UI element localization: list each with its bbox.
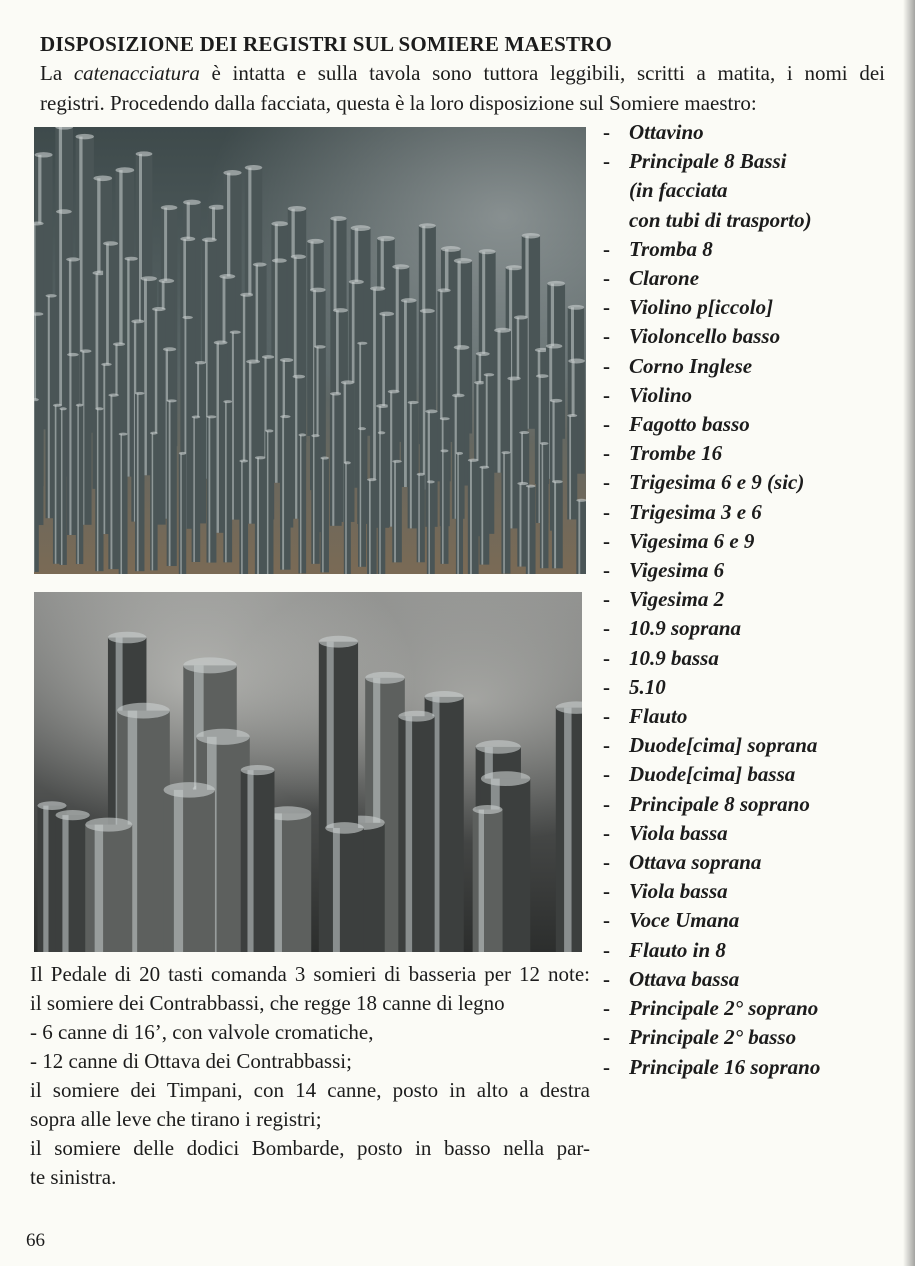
organ-pipe [398,711,434,952]
register-name: 5.10 [629,674,666,699]
register-name: Vigesima 6 [629,558,725,583]
register-dash: - [603,587,610,612]
organ-pipe [95,407,103,571]
register-item [603,731,820,760]
organ-pipe [56,810,90,952]
organ-pipe [325,822,364,952]
intro-line-2: registri. Procedendo dalla facciata, questa è la loro disposizione sul Somiere maestro: [40,91,757,115]
register-item [603,264,820,293]
pedal-line: Il Pedale di 20 tasti comanda 3 somieri di basseria per 12 note: [30,962,590,986]
register-name: 10.9 soprana [629,616,742,641]
register-name: Fagotto basso [629,412,750,437]
register-dash: - [603,762,610,787]
register-dash: - [603,470,610,495]
organ-pipe [311,434,319,564]
organ-pipe [76,404,83,564]
organ-pipe [119,433,128,574]
register-name: Ottava bassa [629,966,740,991]
register-item [603,468,820,497]
register-name: Flauto in 8 [629,937,726,962]
pedal-line: te sinistra. [30,1165,117,1189]
register-list [603,118,820,1082]
register-dash: - [603,645,610,670]
register-item [603,322,820,351]
organ-pipe [223,400,232,562]
organ-pipes-photo-bottom-drawing [34,592,582,952]
intro-line-1-end: è intatta e sulla tavola sono tuttora leggibili, scritti a matita, i nomi dei [199,61,885,85]
register-item [603,235,820,264]
register-name: Tromba 8 [629,236,713,261]
organ-pipe [207,415,217,562]
register-dash: - [603,674,610,699]
register-item [603,293,820,322]
organ-pipe [417,473,425,563]
register-name: Duode[cima] bassa [629,762,796,787]
register-dash: - [603,499,610,524]
register-name: con tubi di trasporto) [629,207,812,232]
register-item-continuation [603,176,820,205]
organ-pipe [164,782,215,952]
register-dash: - [603,908,610,933]
pedal-line: il somiere dei Timpani, con 14 canne, posto in alto a destra [30,1078,590,1102]
organ-pipe [135,392,144,571]
organ-pipe [526,485,536,574]
register-item [603,848,820,877]
register-item [603,760,820,789]
register-item [603,1053,820,1082]
register-dash: - [603,266,610,291]
organ-pipes-photo-bottom [34,592,582,952]
organ-pipe [167,399,177,566]
intro-italic-term: catenacciatura [73,61,200,85]
register-dash: - [603,996,610,1021]
register-name: Ottava soprana [629,850,762,875]
intro-line-1 [40,58,885,88]
register-name: Principale 2° soprano [629,996,819,1021]
pedal-line: il somiere dei Contrabbassi, che regge 18 canne di legno [30,991,505,1015]
register-dash: - [603,966,610,991]
organ-pipe [456,452,463,574]
intro-paragraph [40,58,885,118]
register-dash: - [603,528,610,553]
organ-pipe [440,449,448,563]
register-item [603,819,820,848]
register-item-continuation [603,206,820,235]
register-dash: - [603,120,610,144]
register-dash: - [603,937,610,962]
register-dash: - [603,236,610,261]
register-dash: - [603,1054,610,1079]
register-item [603,936,820,965]
register-name: 10.9 bassa [629,645,719,670]
register-name: Trigesima 3 e 6 [629,499,762,524]
organ-pipe [427,480,435,574]
register-item [603,906,820,935]
register-item [603,877,820,906]
register-dash: - [603,616,610,641]
pedal-line: - 6 canne di 16’, con valvole cromatiche, [30,1020,374,1044]
organ-pipe [367,478,377,574]
register-dash: - [603,412,610,437]
organ-pipes-photo-top-drawing [34,127,586,574]
register-dash: - [603,295,610,320]
organ-pipe [192,415,201,562]
register-item [603,790,820,819]
register-item [603,614,820,643]
organ-pipe [540,442,549,568]
register-item [603,439,820,468]
register-item [603,147,820,176]
register-name: Corno Inglese [629,353,753,378]
pedal-line: sopra alle leve che tirano i registri; [30,1107,322,1131]
register-name: Principale 8 soprano [629,791,810,816]
pedal-line: - 12 canne di Ottava dei Contrabbassi; [30,1049,352,1073]
organ-pipe [265,429,273,574]
register-dash: - [603,820,610,845]
organ-pipe [280,415,290,570]
section-heading: DISPOSIZIONE DEI REGISTRI SUL SOMIERE MAESTRO [40,32,613,56]
register-name: Viola bassa [629,879,728,904]
organ-pipe [179,452,186,574]
organ-pipe [468,459,479,574]
register-dash: - [603,733,610,758]
register-name: Violoncello basso [629,324,781,349]
register-dash: - [603,382,610,407]
organ-pipe [576,499,586,574]
organ-pipe [378,431,386,574]
register-dash: - [603,879,610,904]
register-name: Flauto [629,704,688,729]
register-dash: - [603,558,610,583]
organ-pipe [330,392,342,526]
register-item [603,965,820,994]
organ-pipe [479,466,489,565]
register-name: Principale 2° basso [629,1025,797,1050]
organ-pipe [34,398,39,572]
register-name: Violino p[iccolo] [629,295,774,320]
register-dash: - [603,1025,610,1050]
organ-pipes-photo-top [34,127,586,574]
register-item [603,673,820,702]
intro-line-1-start: La [40,61,74,85]
organ-pipe [552,480,563,568]
organ-pipe [556,701,582,952]
pedal-line: il somiere delle dodici Bombarde, posto in basso nella par- [30,1136,590,1160]
organ-pipe [501,451,510,574]
register-item [603,410,820,439]
register-item [603,585,820,614]
register-name: Clarone [629,266,700,291]
page-number: 66 [26,1230,45,1251]
register-name: (in facciata [629,178,728,203]
register-item [603,352,820,381]
register-name: Duode[cima] soprana [629,733,818,758]
register-name: Ottavino [629,120,704,144]
register-item [603,381,820,410]
register-item [603,498,820,527]
organ-pipe [241,765,275,952]
organ-pipe [392,460,402,562]
register-dash: - [603,704,610,729]
organ-pipe [320,457,329,573]
organ-pipe [59,407,66,565]
register-name: Vigesima 2 [629,587,725,612]
organ-pipe [255,456,266,574]
register-item [603,702,820,731]
register-dash: - [603,353,610,378]
organ-pipe [344,461,351,574]
register-item [603,644,820,673]
organ-pipe [567,414,577,519]
register-name: Trombe 16 [629,441,723,466]
organ-pipe [150,432,157,571]
register-dash: - [603,791,610,816]
organ-pipe [473,805,503,952]
register-item [603,527,820,556]
organ-pipe [298,433,306,573]
register-dash: - [603,441,610,466]
register-name: Viola bassa [629,820,728,845]
organ-pipe [85,818,132,952]
register-dash: - [603,149,610,174]
organ-pipe [239,459,248,574]
register-item [603,118,820,147]
register-item [603,556,820,585]
organ-pipe [358,427,366,567]
register-item [603,1023,820,1052]
register-name: Principale 8 Bassi [629,149,787,174]
register-item [603,994,820,1023]
pedal-paragraph [30,960,590,1192]
register-name: Trigesima 6 e 9 (sic) [629,470,805,495]
register-name: Principale 16 soprano [629,1054,821,1079]
register-name: Vigesima 6 e 9 [629,528,755,553]
register-name: Voce Umana [629,908,740,933]
page-edge-shadow [903,0,915,1266]
organ-pipe [108,394,119,570]
register-name: Violino [629,382,693,407]
register-dash: - [603,850,610,875]
register-dash: - [603,324,610,349]
